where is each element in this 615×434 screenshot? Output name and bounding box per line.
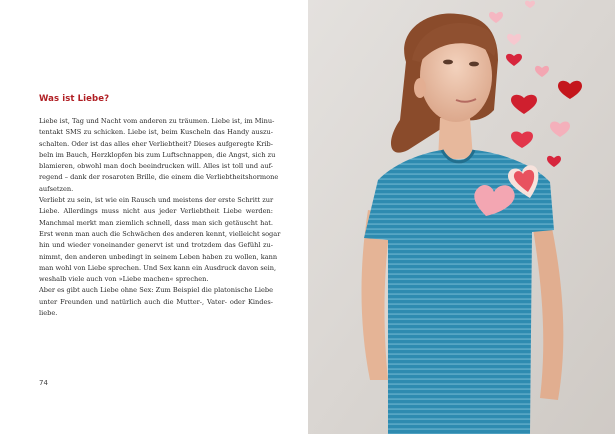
right-eye: [469, 62, 479, 67]
text-line: hin und wieder voneinander genervt ist und trotzdem das Gefühl zu-: [39, 241, 273, 250]
text-line: Erst wenn man auch die Schwächen des anderen kennt, vielleicht sogar: [39, 229, 281, 238]
text-line: Aber es gibt auch Liebe ohne Sex: Zum Beispiel die platonische Liebe: [39, 286, 273, 295]
text-line: nimmt, den anderen unbedingt in seinem Leben haben zu wollen, kann: [39, 252, 278, 261]
text-line: unter Freunden und natürlich auch die Mutter-, Vater- oder Kindes-: [39, 297, 273, 306]
text-line: blamieren, obwohl man doch beeindrucken will. Alles ist toll und auf-: [39, 162, 273, 171]
text-line: schalten. Oder ist das alles eher Verliebtheit? Dieses aufgeregte Krib-: [39, 139, 273, 148]
text-line: Liebe. Allerdings muss nicht aus jeder Verliebtheit Liebe werden:: [39, 207, 273, 216]
text-line: regend – dank der rosaroten Brille, die einem die Verliebtheitshormone: [39, 173, 279, 182]
girl-with-hearts-illustration: [308, 0, 615, 434]
text-line: beln im Bauch, Herzklopfen bis zum Luftschnappen, die Angst, sich zu: [39, 150, 276, 159]
text-line: tentakt SMS zu schicken. Liebe ist, beim Kuscheln das Handy auszu-: [39, 128, 273, 137]
text-line: aufsetzen.: [39, 184, 74, 193]
text-line: Manchmal merkt man ziemlich schnell, dass man sich getäuscht hat.: [39, 218, 273, 227]
section-heading: Was ist Liebe?: [39, 94, 110, 104]
left-eye: [443, 60, 453, 65]
body-text: [39, 116, 281, 319]
ear: [414, 78, 426, 98]
text-line: Liebe ist, Tag und Nacht vom anderen zu träumen. Liebe ist, im Minu-: [39, 117, 275, 125]
text-line: man wohl von Liebe sprechen. Und Sex kann ein Ausdruck davon sein,: [39, 263, 277, 272]
right-page-photo: [308, 0, 615, 434]
text-line: liebe.: [39, 309, 58, 318]
text-line: Verliebt zu sein, ist wie ein Rausch und meistens der erste Schritt zur: [39, 196, 274, 205]
page-number: 74: [39, 379, 48, 387]
text-line: weshalb viele auch von »Liebe machen« sprechen.: [39, 275, 209, 284]
